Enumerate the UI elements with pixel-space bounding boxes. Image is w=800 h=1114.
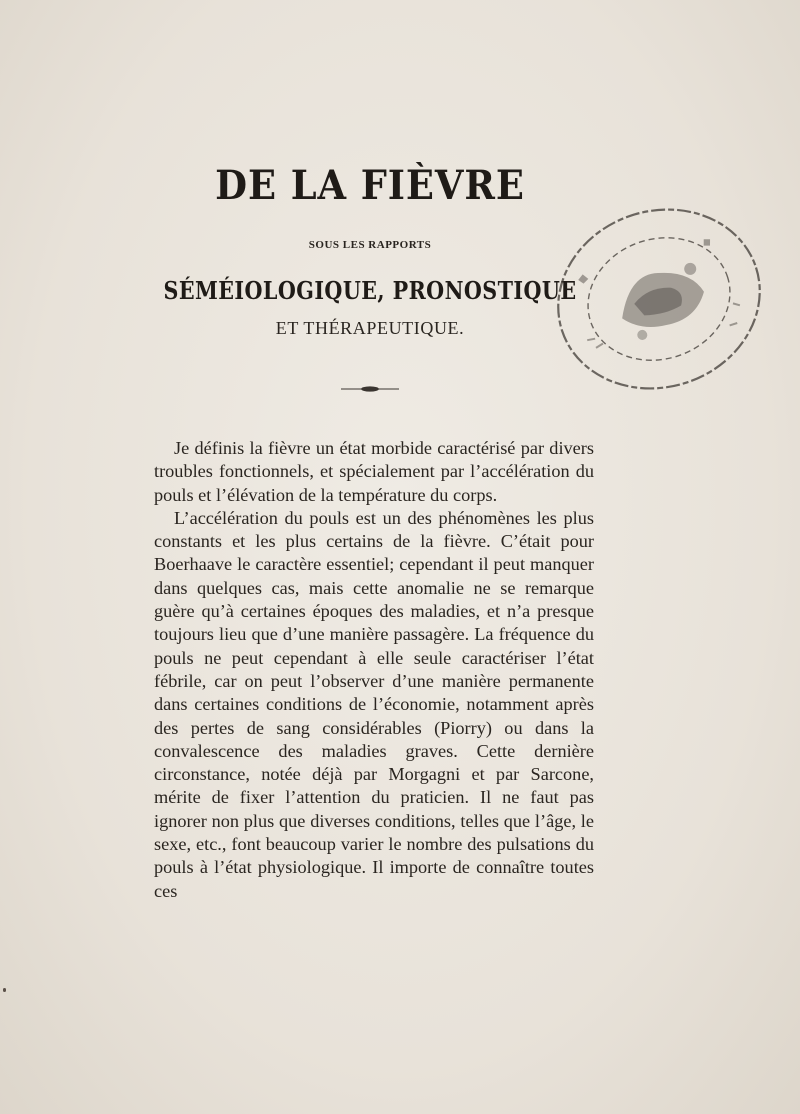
paper-speck [3, 988, 6, 992]
library-stamp-icon [548, 196, 770, 402]
ornament-divider-icon [337, 384, 403, 394]
subtitle-tail: ET THÉRAPEUTIQUE. [275, 318, 465, 338]
subtitle-main: SÉMÉIOLOGIQUE, PRONOSTIQUE [163, 276, 577, 305]
body-text [154, 437, 594, 903]
paragraph-2: L’accélération du pouls est un des phénomènes les plus constants et les plus certains de la fièvre. C’était pour Boerhaave le caractère essentiel; cependant il peut manquer dans quelques cas, mais cette anomalie ne se remarque guère qu’à certaines époques des maladies, et n’a presque toujours lieu que d’une manière passagère. La fréquence du pouls ne peut cependant à elle seule caractériser l’état fébrile, car on peut l’observer d’une manière permanente dans certaines conditions de l’économie, notamment après des pertes de sang considérables (Piorry) ou dans la convalescence des maladies graves. Cette dernière circonstance, notée déjà par Morgagni et par Sarcone, mérite de fixer l’attention du praticien. Il ne faut pas ignorer non plus que diverses conditions, telles que l’âge, le sexe, etc., font beaucoup varier le nombre des pulsations du pouls à l’état physiologique. Il importe de connaître toutes ces [154, 507, 594, 901]
subtitle-small: SOUS LES RAPPORTS [308, 239, 432, 251]
page-title: DE LA FIÈVRE [215, 162, 525, 209]
paragraph-1: Je définis la fièvre un état morbide caractérisé par divers troubles fonctionnels, et spécialement par l’accélération du pouls et l’élévation de la température du corps. [154, 438, 594, 505]
